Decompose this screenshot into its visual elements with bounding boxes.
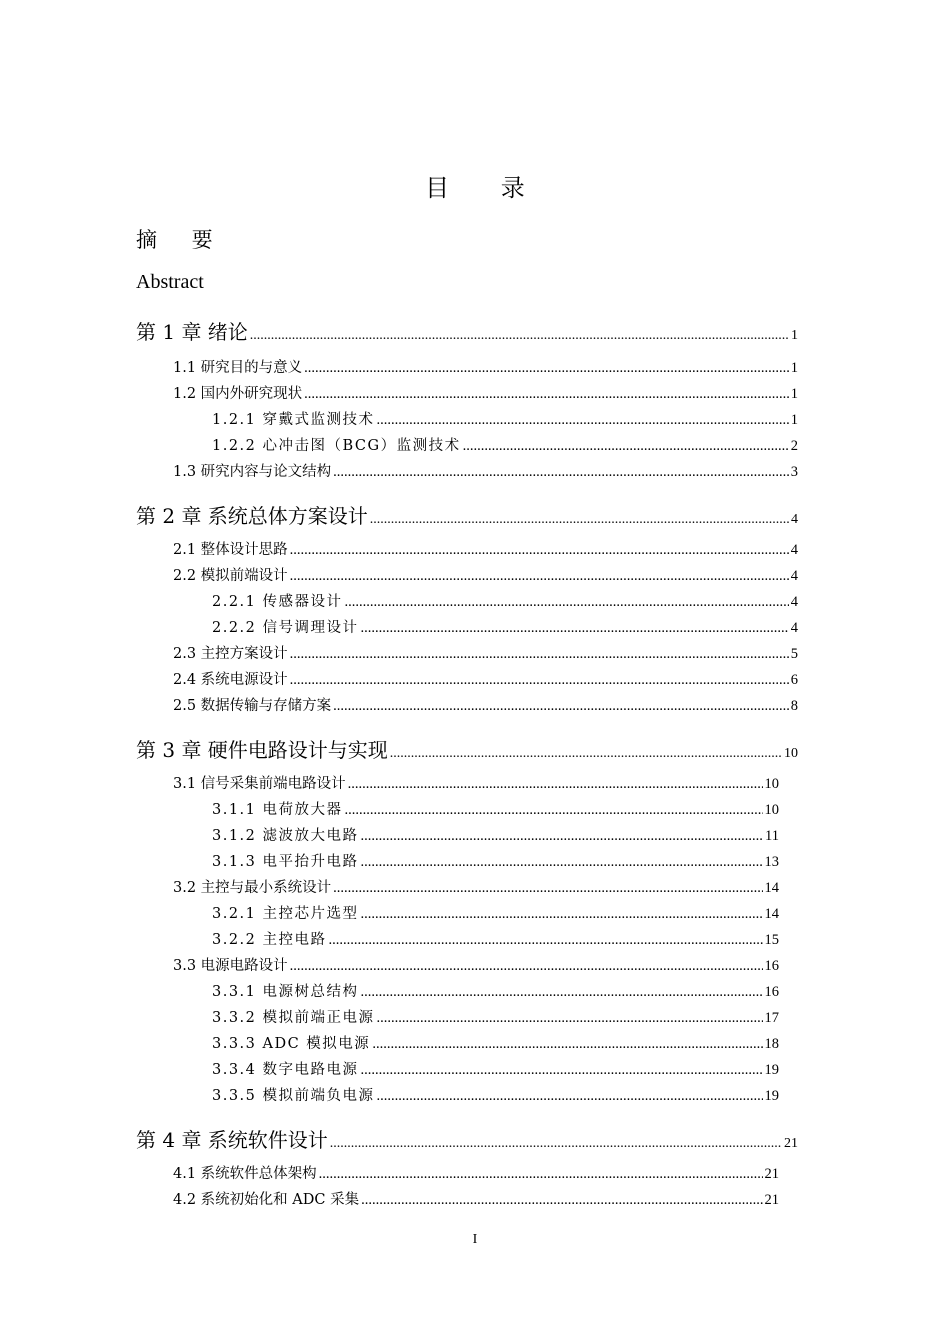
toc-section-entry[interactable] bbox=[212, 616, 798, 637]
toc-entry-page: 14 bbox=[764, 906, 779, 922]
toc-entry-page: 18 bbox=[764, 1036, 779, 1052]
toc-section-entry[interactable] bbox=[212, 1084, 779, 1105]
toc-section-entry[interactable] bbox=[173, 668, 798, 689]
toc-section-entry[interactable] bbox=[212, 590, 798, 611]
toc-entry-page: 21 bbox=[764, 1166, 779, 1182]
dot-leader bbox=[290, 568, 789, 585]
toc-entry-label: 1.2.2 心冲击图（BCG）监测技术 bbox=[212, 438, 461, 454]
toc-entry-label: 2.5 数据传输与存储方案 bbox=[173, 698, 332, 714]
toc-entry-page: 5 bbox=[790, 646, 798, 662]
toc-entry-label: 1.3 研究内容与论文结构 bbox=[173, 464, 332, 480]
dot-leader bbox=[370, 512, 789, 528]
toc-entry-page: 6 bbox=[790, 672, 798, 688]
toc-entry-label: 3.3 电源电路设计 bbox=[173, 958, 288, 974]
toc-section-entry[interactable] bbox=[173, 954, 779, 975]
dot-leader bbox=[361, 1192, 762, 1209]
toc-entry-page: 3 bbox=[790, 464, 798, 480]
toc-section-entry[interactable] bbox=[173, 694, 798, 715]
toc-entry-label: 4.1 系统软件总体架构 bbox=[173, 1166, 317, 1182]
toc-entry-page: 1 bbox=[791, 328, 798, 343]
dot-leader bbox=[361, 854, 763, 871]
toc-chapter-entry[interactable] bbox=[136, 734, 798, 763]
dot-leader bbox=[290, 672, 789, 689]
toc-entry-label: 第 1 章 绪论 bbox=[136, 320, 248, 344]
toc-section-entry[interactable] bbox=[212, 850, 779, 871]
dot-leader bbox=[377, 1088, 763, 1105]
dot-leader bbox=[333, 698, 789, 715]
toc-entry-label: 1.2 国内外研究现状 bbox=[173, 386, 303, 402]
toc-chapter-entry[interactable] bbox=[136, 1124, 798, 1153]
toc-entry-label: 3.2.1 主控芯片选型 bbox=[212, 906, 359, 922]
toc-entry-label: 3.3.1 电源树总结构 bbox=[212, 984, 359, 1000]
abstract-zh-heading[interactable]: 摘 要 bbox=[136, 228, 227, 252]
dot-leader bbox=[290, 646, 789, 663]
toc-entry-page: 19 bbox=[764, 1062, 779, 1078]
toc-section-entry[interactable] bbox=[212, 434, 798, 455]
toc-entry-page: 10 bbox=[764, 802, 779, 818]
toc-entry-page: 8 bbox=[790, 698, 798, 714]
toc-entry-page: 19 bbox=[764, 1088, 779, 1104]
toc-entry-page: 2 bbox=[790, 438, 798, 454]
dot-leader bbox=[361, 984, 763, 1001]
toc-entry-label: 3.1.3 电平抬升电路 bbox=[212, 854, 359, 870]
toc-section-entry[interactable] bbox=[173, 538, 798, 559]
toc-entry-label: 3.1 信号采集前端电路设计 bbox=[173, 776, 346, 792]
toc-entry-label: 2.2.1 传感器设计 bbox=[212, 594, 343, 610]
toc-entry-page: 17 bbox=[764, 1010, 779, 1026]
toc-entry-label: 4.2 系统初始化和 ADC 采集 bbox=[173, 1192, 360, 1208]
toc-entry-label: 3.2 主控与最小系统设计 bbox=[173, 880, 332, 896]
toc-entry-page: 4 bbox=[790, 542, 798, 558]
dot-leader bbox=[304, 386, 789, 403]
toc-section-entry[interactable] bbox=[173, 642, 798, 663]
toc-chapter-entry[interactable] bbox=[136, 500, 798, 529]
toc-section-entry[interactable] bbox=[173, 876, 779, 897]
dot-leader bbox=[372, 1036, 762, 1053]
toc-entry-page: 4 bbox=[790, 620, 798, 636]
dot-leader bbox=[290, 958, 763, 975]
toc-section-entry[interactable] bbox=[212, 798, 779, 819]
toc-entry-label: 2.4 系统电源设计 bbox=[173, 672, 288, 688]
toc-entry-page: 21 bbox=[764, 1192, 779, 1208]
dot-leader bbox=[348, 776, 763, 793]
toc-section-entry[interactable] bbox=[212, 408, 798, 429]
toc-entry-page: 16 bbox=[764, 958, 779, 974]
toc-entry-page: 1 bbox=[790, 386, 798, 402]
toc-section-entry[interactable] bbox=[212, 1058, 779, 1079]
toc-section-entry[interactable] bbox=[173, 356, 798, 377]
toc-entry-label: 2.2.2 信号调理设计 bbox=[212, 620, 359, 636]
toc-entry-label: 2.3 主控方案设计 bbox=[173, 646, 288, 662]
dot-leader bbox=[319, 1166, 763, 1183]
toc-chapter-entry[interactable] bbox=[136, 316, 798, 345]
dot-leader bbox=[329, 932, 763, 949]
toc-entry-page: 10 bbox=[764, 776, 779, 792]
toc-section-entry[interactable] bbox=[212, 824, 779, 845]
abstract-en-heading[interactable]: Abstract bbox=[136, 271, 204, 293]
dot-leader bbox=[345, 802, 763, 819]
toc-entry-label: 3.1.1 电荷放大器 bbox=[212, 802, 343, 818]
dot-leader bbox=[361, 1062, 763, 1079]
toc-section-entry[interactable] bbox=[212, 928, 779, 949]
toc-entry-label: 2.2 模拟前端设计 bbox=[173, 568, 288, 584]
toc-entry-page: 4 bbox=[791, 512, 798, 527]
toc-entry-page: 15 bbox=[764, 932, 779, 948]
toc-entry-label: 3.3.4 数字电路电源 bbox=[212, 1062, 359, 1078]
dot-leader bbox=[361, 906, 763, 923]
toc-section-entry[interactable] bbox=[173, 564, 798, 585]
toc-section-entry[interactable] bbox=[173, 1188, 779, 1209]
dot-leader bbox=[361, 620, 789, 637]
dot-leader bbox=[304, 360, 789, 377]
toc-entry-label: 2.1 整体设计思路 bbox=[173, 542, 288, 558]
toc-entry-page: 13 bbox=[764, 854, 779, 870]
toc-section-entry[interactable] bbox=[212, 1006, 779, 1027]
dot-leader bbox=[377, 1010, 763, 1027]
dot-leader bbox=[333, 464, 789, 481]
dot-leader bbox=[290, 542, 789, 559]
toc-entry-label: 3.1.2 滤波放大电路 bbox=[212, 828, 359, 844]
toc-entry-label: 第 2 章 系统总体方案设计 bbox=[136, 504, 368, 528]
toc-section-entry[interactable] bbox=[173, 1162, 779, 1183]
dot-leader bbox=[361, 828, 764, 845]
toc-entry-page: 1 bbox=[790, 360, 798, 376]
toc-entry-label: 3.2.2 主控电路 bbox=[212, 932, 327, 948]
toc-entry-page: 1 bbox=[790, 412, 798, 428]
toc-entry-label: 1.2.1 穿戴式监测技术 bbox=[212, 412, 375, 428]
toc-entry-page: 11 bbox=[765, 828, 779, 844]
dot-leader bbox=[345, 594, 789, 611]
toc-entry-page: 16 bbox=[764, 984, 779, 1000]
toc-section-entry[interactable] bbox=[212, 980, 779, 1001]
toc-section-entry[interactable] bbox=[212, 902, 779, 923]
toc-section-entry[interactable] bbox=[173, 382, 798, 403]
toc-section-entry[interactable] bbox=[173, 460, 798, 481]
toc-entry-page: 14 bbox=[764, 880, 779, 896]
toc-entry-label: 第 3 章 硬件电路设计与实现 bbox=[136, 738, 388, 762]
toc-entry-label: 3.3.5 模拟前端负电源 bbox=[212, 1088, 375, 1104]
toc-section-entry[interactable] bbox=[212, 1032, 779, 1053]
dot-leader bbox=[390, 746, 782, 762]
toc-entry-label: 1.1 研究目的与意义 bbox=[173, 360, 303, 376]
dot-leader bbox=[463, 438, 789, 455]
toc-entry-label: 3.3.3 ADC 模拟电源 bbox=[212, 1036, 371, 1052]
page-number: I bbox=[472, 1232, 478, 1247]
toc-entry-page: 10 bbox=[784, 746, 798, 761]
dot-leader bbox=[330, 1136, 782, 1152]
toc-title: 目 录 bbox=[425, 174, 547, 202]
toc-entry-page: 4 bbox=[790, 594, 798, 610]
toc-entry-label: 第 4 章 系统软件设计 bbox=[136, 1128, 328, 1152]
dot-leader bbox=[333, 880, 762, 897]
toc-entry-page: 21 bbox=[784, 1136, 798, 1151]
toc-section-entry[interactable] bbox=[173, 772, 779, 793]
dot-leader bbox=[377, 412, 789, 429]
toc-entry-label: 3.3.2 模拟前端正电源 bbox=[212, 1010, 375, 1026]
toc-entry-page: 4 bbox=[790, 568, 798, 584]
dot-leader bbox=[250, 328, 789, 344]
